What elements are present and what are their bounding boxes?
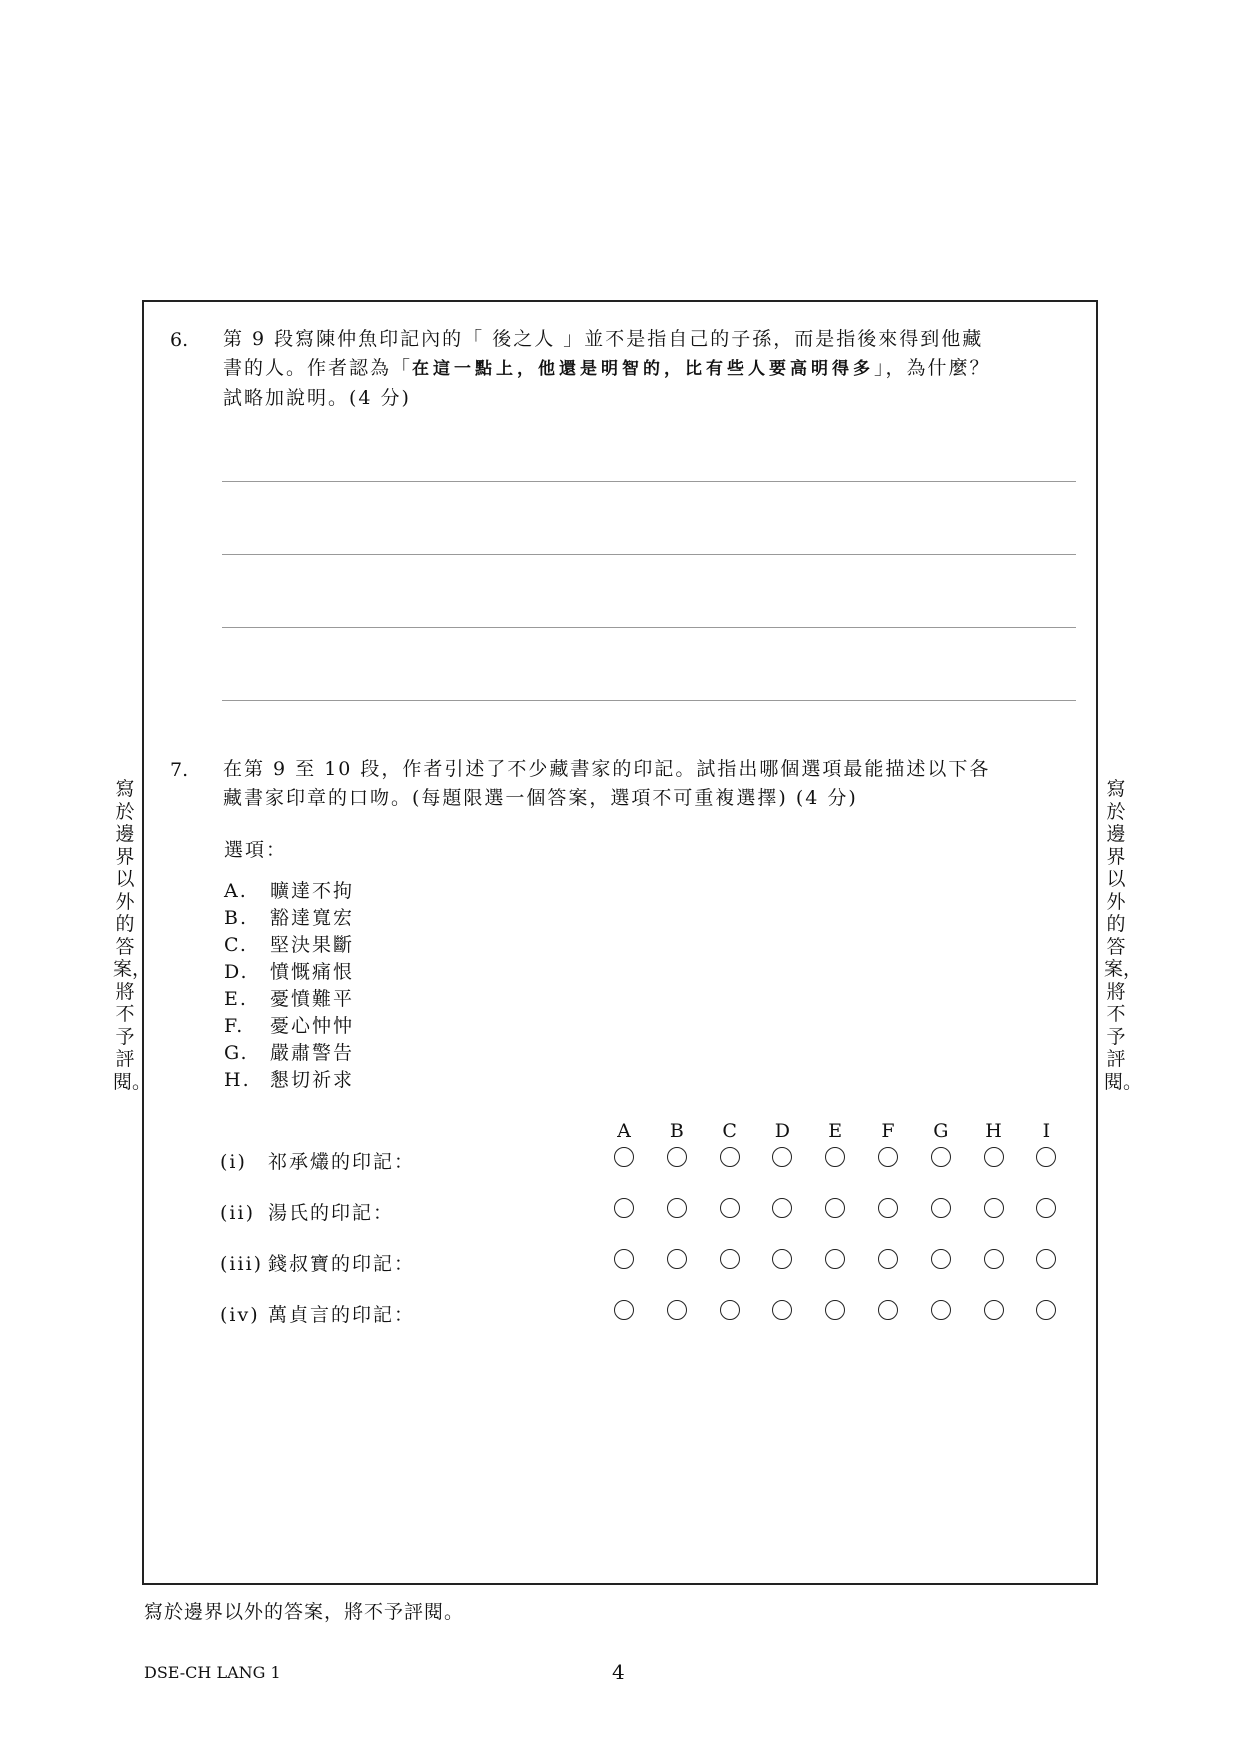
answer-bubble-4-a[interactable] — [614, 1300, 634, 1320]
option-item — [224, 984, 354, 1011]
answer-bubble-1-a[interactable] — [614, 1147, 634, 1167]
option-letter: D. — [224, 961, 249, 983]
answer-bubble-4-h[interactable] — [984, 1300, 1004, 1320]
option-text: 憤慨痛恨 — [270, 961, 355, 983]
sub-question-number: (iv) — [220, 1304, 260, 1326]
answer-bubble-4-f[interactable] — [878, 1300, 898, 1320]
sub-question-number: (i) — [220, 1151, 247, 1173]
option-letter: H. — [224, 1069, 251, 1091]
option-letter: C. — [224, 934, 248, 956]
right-margin-note: 寫於邊界以外的答案，將不予評閱。 — [1104, 778, 1143, 1093]
column-header-f: F — [881, 1120, 895, 1142]
column-header-g: G — [933, 1120, 949, 1142]
answer-line-3[interactable] — [222, 627, 1076, 628]
answer-bubble-3-g[interactable] — [931, 1249, 951, 1269]
sub-question-label — [220, 1300, 415, 1327]
answer-bubble-4-g[interactable] — [931, 1300, 951, 1320]
answer-bubble-2-b[interactable] — [667, 1198, 687, 1218]
left-margin-note: 寫於邊界以外的答案，將不予評閱。 — [113, 778, 152, 1093]
answer-bubble-2-a[interactable] — [614, 1198, 634, 1218]
sub-question-text: 萬貞言的印記： — [268, 1304, 416, 1326]
option-item — [224, 1065, 354, 1092]
column-header-d: D — [774, 1120, 790, 1142]
option-text: 懇切祈求 — [270, 1069, 355, 1091]
answer-bubble-1-c[interactable] — [720, 1147, 740, 1167]
footer-note: 寫於邊界以外的答案，將不予評閱。 — [144, 1601, 465, 1623]
q6-text — [223, 325, 1073, 413]
q6-line1: 第 9 段寫陳仲魚印記內的「 後之人 」並不是指自己的子孫，而是指後來得到他藏 — [223, 328, 984, 350]
answer-bubble-1-b[interactable] — [667, 1147, 687, 1167]
column-header-h: H — [985, 1120, 1002, 1142]
sub-question-label — [220, 1249, 415, 1276]
option-item — [224, 1038, 354, 1065]
option-letter: A. — [224, 880, 248, 902]
column-header-i: I — [1042, 1120, 1051, 1142]
answer-bubble-2-h[interactable] — [984, 1198, 1004, 1218]
option-letter: G. — [224, 1042, 249, 1064]
answer-bubble-1-f[interactable] — [878, 1147, 898, 1167]
option-item — [224, 1011, 354, 1038]
column-header-a: A — [617, 1120, 631, 1142]
answer-bubble-1-g[interactable] — [931, 1147, 951, 1167]
sub-question-text: 祁承爜的印記： — [268, 1151, 416, 1173]
answer-bubble-4-c[interactable] — [720, 1300, 740, 1320]
q7-text — [223, 755, 1073, 813]
answer-bubble-1-h[interactable] — [984, 1147, 1004, 1167]
option-letter: E. — [224, 988, 248, 1010]
answer-bubble-3-c[interactable] — [720, 1249, 740, 1269]
option-item — [224, 876, 354, 903]
option-item — [224, 903, 354, 930]
q6-line2 — [223, 354, 1073, 384]
sub-question-number: (ii) — [220, 1202, 255, 1224]
column-header-e: E — [828, 1120, 843, 1142]
answer-bubble-3-a[interactable] — [614, 1249, 634, 1269]
answer-line-1[interactable] — [222, 481, 1076, 482]
exam-code: DSE-CH LANG 1 — [144, 1663, 281, 1682]
q6-quoted-text: 在這一點上，他還是明智的，比有些人要高明得多 — [412, 359, 875, 379]
option-text: 憂心忡忡 — [270, 1015, 355, 1037]
answer-line-2[interactable] — [222, 554, 1076, 555]
answer-bubble-3-b[interactable] — [667, 1249, 687, 1269]
option-text: 嚴肅警告 — [270, 1042, 355, 1064]
answer-bubble-3-h[interactable] — [984, 1249, 1004, 1269]
option-letter: B. — [224, 907, 249, 929]
answer-line-4[interactable] — [222, 700, 1076, 701]
option-text: 曠達不拘 — [270, 880, 355, 902]
q6-line3: 試略加說明。(4 分) — [223, 387, 411, 409]
column-header-b: B — [669, 1120, 684, 1142]
q6-line2-pre: 書的人。作者認為「 — [223, 357, 413, 379]
sub-question-number: (iii) — [220, 1253, 264, 1275]
option-text: 憂憤難平 — [270, 988, 355, 1010]
option-item — [224, 957, 354, 984]
sub-question-text: 湯氏的印記： — [268, 1202, 395, 1224]
q6-number: 6. — [170, 329, 189, 351]
answer-bubble-2-c[interactable] — [720, 1198, 740, 1218]
page-number: 4 — [612, 1660, 625, 1684]
option-text: 堅決果斷 — [270, 934, 355, 956]
option-letter: F. — [224, 1015, 245, 1037]
answer-bubble-4-b[interactable] — [667, 1300, 687, 1320]
options-title: 選項： — [224, 839, 288, 861]
sub-question-label — [220, 1198, 394, 1225]
q7-number: 7. — [170, 759, 189, 781]
sub-question-text: 錢叔寶的印記： — [268, 1253, 416, 1275]
q7-line1: 在第 9 至 10 段，作者引述了不少藏書家的印記。試指出哪個選項最能描述以下各 — [223, 758, 991, 780]
q7-line2: 藏書家印章的口吻。(每題限選一個答案，選項不可重複選擇) (4 分) — [223, 787, 858, 809]
q6-line2-post: 」，為什麼？ — [874, 357, 991, 379]
sub-question-label — [220, 1147, 415, 1174]
column-header-c: C — [722, 1120, 737, 1142]
answer-bubble-3-f[interactable] — [878, 1249, 898, 1269]
answer-bubble-2-g[interactable] — [931, 1198, 951, 1218]
answer-bubble-2-f[interactable] — [878, 1198, 898, 1218]
option-text: 豁達寬宏 — [270, 907, 355, 929]
option-item — [224, 930, 354, 957]
